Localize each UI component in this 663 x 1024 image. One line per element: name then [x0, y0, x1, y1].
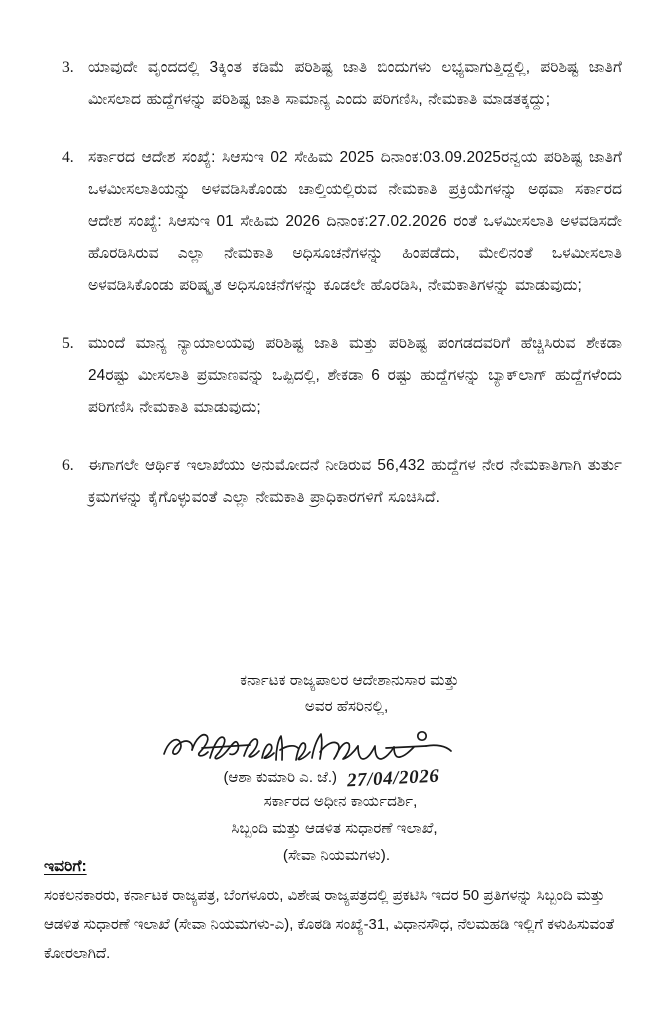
clause-text: ಯಾವುದೇ ವೃಂದದಲ್ಲಿ 3ಕ್ಕಿಂತ ಕಡಿಮೆ ಪರಿಶಿಷ್ಟ ಜಾತಿ ಬಿಂದುಗಳು ಲಭ್ಯವಾಗುತ್ತಿದ್ದಲ್ಲಿ, ಪರಿಶಿಷ್ಟ ಜಾತಿಗೆ ಮೀಸಲಾದ ಹುದ್ದೆಗಳನ್ನು ಪರಿಶಿಷ್ಟ ಜಾತಿ ಸಾಮಾನ್ಯ ಎಂದು ಪರಿಗಣಿಸಿ, ನೇಮಕಾತಿ ಮಾಡತಕ್ಕದ್ದು;: [88, 59, 622, 108]
signature-date: 27/04/2026: [346, 765, 441, 792]
clause-text: ಸರ್ಕಾರದ ಆದೇಶ ಸಂಖ್ಯೆ: ಸಿಆಸುಇ 02 ಸೇಹಿಮ 2025 ದಿನಾಂಕ:03.09.2025ರನ್ವಯ ಪರಿಶಿಷ್ಟ ಜಾತಿಗೆ ಒಳಮೀಸಲಾತಿಯನ್ನು ಅಳವಡಿಸಿಕೊಂಡು ಚಾಲ್ತಿಯಲ್ಲಿರುವ ನೇಮಕಾತಿ ಪ್ರಕ್ರಿಯೆಗಳನ್ನು ಅಥವಾ ಸರ್ಕಾರದ ಆದೇಶ ಸಂಖ್ಯೆ: ಸಿಆಸುಇ 01 ಸೇಹಿಮ 2026 ದಿನಾಂಕ:27.02.2026 ರಂತೆ ಒಳಮೀಸಲಾತಿ ಅಳವಡಿಸದೇ ಹೊರಡಿಸಿರುವ ಎಲ್ಲಾ ನೇಮಕಾತಿ ಅಧಿಸೂಚನೆಗಳನ್ನು ಹಿಂಪಡೆದು, ಮೇಲಿನಂತೆ ಒಳಮೀಸಲಾತಿ ಅಳವಡಿಸಿಕೊಂಡು ಪರಿಷ್ಕೃತ ಅಧಿಸೂಚನೆಗಳನ್ನು ಕೂಡಲೇ ಹೊರಡಿಸಿ, ನೇಮಕಾತಿಗಳನ್ನು ಮಾಡುವುದು;: [88, 149, 622, 294]
clause-item: [62, 328, 622, 424]
clause-number: 4.: [62, 149, 74, 166]
designation-line-1: ಸರ್ಕಾರದ ಅಧೀನ ಕಾರ್ಯದರ್ಶಿ,: [263, 793, 418, 810]
clause-text: ಈಗಾಗಲೇ ಆರ್ಥಿಕ ಇಲಾಖೆಯು ಅನುಮೋದನೆ ನೀಡಿರುವ 56,432 ಹುದ್ದೆಗಳ ನೇರ ನೇಮಕಾತಿಗಾಗಿ ತುರ್ತು ಕ್ರಮಗಳನ್ನು ಕೈಗೊಳ್ಳುವಂತೆ ಎಲ್ಲಾ ನೇಮಕಾತಿ ಪ್ರಾಧಿಕಾರಗಳಿಗೆ ಸೂಚಿಸಿದೆ.: [88, 457, 622, 506]
signature-icon: [158, 724, 458, 772]
distribution-block: [44, 858, 624, 969]
authority-line-1: ಕರ್ನಾಟಕ ರಾಜ್ಯಪಾಲರ ಆದೇಶಾನುಸಾರ ಮತ್ತು: [240, 672, 459, 689]
distribution-heading: ಇವರಿಗೆ:: [44, 858, 87, 875]
signatory-row: [0, 765, 663, 792]
clause-number: 5.: [62, 335, 74, 352]
signatory-name: (ಆಶಾ ಕುಮಾರಿ ಎ. ಜೆ.): [223, 769, 337, 786]
clause-number: 3.: [62, 59, 74, 76]
authority-line-2: ಅವರ ಹೆಸರಿನಲ್ಲಿ,: [304, 698, 389, 715]
clause-number: 6.: [62, 457, 74, 474]
designation-line-2: ಸಿಬ್ಬಂದಿ ಮತ್ತು ಆಡಳಿತ ಸುಧಾರಣೆ ಇಲಾಖೆ,: [231, 820, 438, 837]
clause-item: [62, 450, 622, 514]
clause-text: ಮುಂದೆ ಮಾನ್ಯ ನ್ಯಾಯಾಲಯವು ಪರಿಶಿಷ್ಟ ಜಾತಿ ಮತ್ತು ಪರಿಶಿಷ್ಟ ಪಂಗಡದವರಿಗೆ ಹೆಚ್ಚಿಸಿರುವ ಶೇಕಡಾ 24ರಷ್ಟು ಮೀಸಲಾತಿ ಪ್ರಮಾಣವನ್ನು ಒಪ್ಪಿದಲ್ಲಿ, ಶೇಕಡಾ 6 ರಷ್ಟು ಹುದ್ದೆಗಳನ್ನು ಬ್ಯಾಕ್‌ಲಾಗ್ ಹುದ್ದೆಗಳೆಂದು ಪರಿಗಣಿಸಿ ನೇಮಕಾತಿ ಮಾಡುವುದು;: [88, 335, 622, 416]
clause-item: [62, 52, 622, 116]
authority-block: [0, 668, 663, 869]
distribution-body: ಸಂಕಲನಕಾರರು, ಕರ್ನಾಟಕ ರಾಜ್ಯಪತ್ರ, ಬೆಂಗಳೂರು, ವಿಶೇಷ ರಾಜ್ಯಪತ್ರದಲ್ಲಿ ಪ್ರಕಟಿಸಿ ಇದರ 50 ಪ್ರತಿಗಳನ್ನು ಸಿಬ್ಬಂದಿ ಮತ್ತು ಆಡಳಿತ ಸುಧಾರಣೆ ಇಲಾಖೆ (ಸೇವಾ ನಿಯಮಗಳು-ಎ), ಕೊಠಡಿ ಸಂಖ್ಯೆ-31, ವಿಧಾನಸೌಧ, ನೆಲಮಹಡಿ ಇಲ್ಲಿಗೆ ಕಳುಹಿಸುವಂತೆ ಕೋರಲಾಗಿದೆ.: [44, 888, 615, 962]
designation-line-3: (ಸೇವಾ ನಿಯಮಗಳು).: [282, 847, 391, 864]
clause-list: [62, 52, 622, 540]
clause-item: [62, 142, 622, 302]
